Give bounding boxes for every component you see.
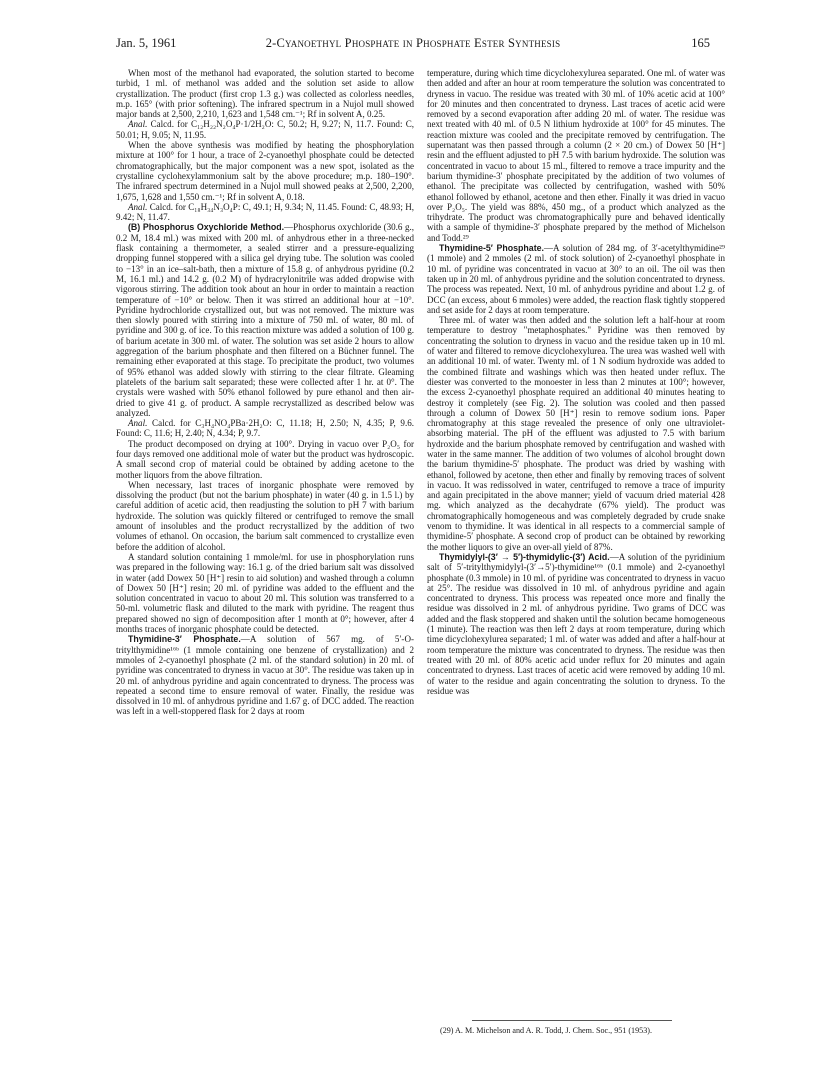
paragraph: [116, 418, 414, 439]
paragraph-text: When necessary, last traces of inorganic phosphate were removed by dissolving the product (but not the barium phosphate) in water (40 g. in 1.5 l.) by careful addition of acetic acid, then readjusting the solution to pH 7 with barium hydroxide. The solution was quickly filtered or centrifuged to remove the small amount of insolubles and the product recrystallized by the addition of two volumes of ethanol. On occasion, the barium salt commenced to crystallize even before the addition of alcohol.: [116, 479, 414, 552]
paragraph-text: —A solution of 567 mg. of 5′-O-tritylthymidine¹⁶ᵇ (1 mmole containing one benzene of crystallization) and 2 mmoles of 2-cyanoethyl phosphate (2 ml. of the standard solution) in 20 ml. of pyridine was concentrated to dryness in vacuo at 30°. The residue was taken up in 20 ml. of anhydrous pyridine and again concentrated to dryness. The process was repeated a second time to ensure removal of water. Finally, the residue was dissolved in 10 ml. of anhydrous pyridine and 1.67 g. of DCC added. The reaction was left in a well-stoppered flask for 2 days at room: [116, 634, 414, 717]
header-title: 2-Cyanoethyl Phosphate in Phosphate Ester Synthesis: [265, 36, 561, 50]
paragraph: [116, 68, 414, 119]
footnote-rule: [472, 1020, 672, 1021]
section-heading: Thymidylyl-(3′ → 5′)-thymidylic-(3′) Acid.: [439, 551, 610, 562]
paragraph-text: temperature, during which time dicyclohexylurea separated. One ml. of water was then added and after an hour at room temperature the solution was concentrated to dryness in vacuo. The residue was treated with 30 ml. of 10% acetic acid at 100° for 20 minutes and then concentrated to dryness. Last traces of acetic acid were removed by a second evaporation after adding 20 ml. of water. The residue was next treated with 40 ml. of 0.5 N lithium hydroxide at 100° for 45 minutes. The reaction mixture was cooled and the precipitate removed by centrifugation. The supernatant was then passed through a column (2 × 20 cm.) of Dowex 50 [H⁺] resin and the effluent adjusted to pH 7.5 with barium hydroxide. The solution was concentrated in vacuo to about 15 ml., filtered to remove a trace impurity and the barium thymidine-3′ phosphate precipitated by the addition of two volumes of ethanol. The precipitate was collected by centrifugation, washed with 50% ethanol followed by ethanol, acetone and then ether. Finally it was dried in vacuo over P₂O₅. The yield was 88%, 450 mg., of a product which analyzed as the trihydrate. The product was chromatographically pure and behaved identically with a sample of thymidine-3′ phosphate prepared by the method of Michelson and Todd.²⁹: [427, 68, 725, 243]
header-date: Jan. 5, 1961: [116, 36, 177, 50]
paragraph: [116, 202, 414, 223]
analysis-label: Anal.: [128, 418, 148, 429]
section-heading: Thymidine-5′ Phosphate.: [439, 243, 544, 254]
paragraph-text: —A solution of the pyridinium salt of 5′-tritylthymidylyl-(3′→5′)-thymidine¹⁶ᵇ (0.1 mmole) and 2-cyanoethyl phosphate (0.3 mmole) in 10 ml. of pyridine was concentrated to dryness in vacuo at 25°. The residue was dissolved in 10 ml. of anhydrous pyridine and again concentrated to dryness. This process was repeated once more and finally the residue was dissolved in 2 ml. of anhydrous pyridine. Two grams of DCC was added and the flask stoppered and shaken until the solution became homogeneous (1 minute). The reaction was then left 2 days at room temperature, during which time dicyclohexylurea separated; 1 ml. of water was added and after a half-hour at room temperature the mixture was concentrated to dryness. The residue was then treated with 20 ml. of 80% acetic acid under reflux for 20 minutes and again concentrated to dryness. Last traces of acetic acid were removed by adding 10 ml. of water to the residue and again concentrating the solution to dryness. To the residue was: [427, 551, 725, 696]
paragraph: [116, 634, 414, 716]
paragraph-text: Three ml. of water was then added and the solution left a half-hour at room temperature to destroy "metaphosphates." Pyridine was then removed by concentrating the solution to dryness in vacuo and the residue taken up in 10 ml. of water and filtered to remove dicyclohexylurea. The urea was washed well with an additional 10 ml. of water. Twenty ml. of 1 N sodium hydroxide was added to the combined filtrate and washings which was then heated under reflux. The diester was converted to the monoester in less than 2 minutes at 100°; however, the excess 2-cyanoethyl phosphate required an additional 40 minutes heating to destroy it completely (see Fig. 2). The solution was cooled and then passed through a column of Dowex 50 [H⁺] resin to remove sodium ions. Paper chromatography at this stage revealed the presence of only one ultraviolet-absorbing material. The pH of the effluent was adjusted to 7.5 with barium hydroxide and the barium phosphate removed by centrifugation and washed with water in the same manner. The addition of two volumes of alcohol brought down the barium thymidine-5′ phosphate. The product was dried by washing with ethanol, followed by acetone, then ether and finally by removing traces of solvent in vacuo. It was redissolved in water, centrifuged to remove a trace of impurity and again precipitated in the above manner; yield of vacuum dried material 428 mg. which analyzed as the decahydrate (67% yield). The product was chromatographically homogeneous and was completely degraded by crude snake venom to thymidine. It was identical in all respects to a commercial sample of thymidine-5′ phosphate. A second crop of product can be obtained by reworking the mother liquors to give an over-all yield of 87%.: [427, 315, 725, 552]
section-heading: Thymidine-3′ Phosphate.: [128, 634, 241, 645]
analysis-label: Anal.: [128, 201, 148, 212]
paragraph-text: —A solution of 284 mg. of 3′-acetylthymidine²⁹ (1 mmole) and 2 mmoles (2 ml. of stock solution) of 2-cyanoethyl phosphate in 10 ml. of pyridine was concentrated in vacuo at 30° to an oil. The oil was then taken up in 20 ml. of anhydrous pyridine and the solution concentrated to dryness. The process was repeated. Next, 10 ml. of anhydrous pyridine and about 1.2 g. of DCC (an excess, about 6 mmoles) were added, the reaction flask tightly stoppered and set aside for 2 days at room temperature.: [427, 243, 726, 315]
paragraph: [427, 243, 725, 315]
paragraph: [116, 140, 414, 202]
paragraph: [427, 552, 725, 696]
right-column: [427, 68, 725, 696]
footnote: (29) A. M. Michelson and A. R. Todd, J. Chem. Soc., 951 (1953).: [440, 1026, 652, 1035]
paragraph-text: When the above synthesis was modified by heating the phosphorylation mixture at 100° for 1 hour, a trace of 2-cyanoethyl phosphate could be detected chromatographically, but the major component was a new spot, isolated as the crystalline cyclohexylammonium salt by the above procedure; m.p. 180–190°. The infrared spectrum determined in a Nujol mull showed peaks at 2,500, 2,200, 1,675, 1,628 and 1,550 cm.⁻¹; Rf in solvent A, 0.18.: [116, 140, 414, 202]
paragraph: [427, 68, 725, 243]
left-column: [116, 68, 414, 717]
paragraph-text: The product decomposed on drying at 100°. Drying in vacuo over P₂O₅ for four days removed one additional mole of water but the product was hydroscopic. A small second crop of material could be obtained by adding acetone to the mother liquors from the above filtration.: [116, 438, 414, 480]
paragraph-text: Calcd. for C₁₂H₂₂N₂O₄P·1/2H₂O: C, 50.2; H, 9.27; N, 11.7. Found: C, 50.01; H, 9.05; N, 11.95.: [116, 119, 414, 140]
running-header: [116, 36, 710, 52]
analysis-label: Anal.: [128, 119, 148, 130]
paragraph: [116, 439, 414, 480]
page-number: 165: [691, 36, 710, 50]
paragraph: [427, 315, 725, 552]
paragraph: [116, 480, 414, 552]
paragraph: [116, 552, 414, 634]
paragraph: [116, 222, 414, 418]
paragraph-text: When most of the methanol had evaporated, the solution started to become turbid, 1 ml. of methanol was added and the solution set aside to allow crystallization. The product (first crop 1.3 g.) was collected as colorless needles, m.p. 165° (with prior softening). The infrared spectrum in a Nujol mull showed major bands at 2,500, 2,210, 1,623 and 1,548 cm.⁻¹; Rf in solvent A, 0.25.: [116, 68, 414, 120]
paragraph-text: —Phosphorus oxychloride (30.6 g., 0.2 M, 18.4 ml.) was mixed with 200 ml. of anhydrous ether in a three-necked flask containing a thermometer, a sealed stirrer and a pressure-equalizing dropping funnel stoppered with a silica gel drying tube. The solution was cooled to −13° in an ice–salt-bath, then a mixture of 15.8 g. of anhydrous pyridine (0.2 M, 16.1 ml.) and 14.2 g. (0.2 M) of hydracrylonitrile was added dropwise with vigorous stirring. The addition took about an hour in order to maintain a reaction temperature of −10° or below. Then it was stirred an additional hour at −10°. Pyridine hydrochloride crystallized out, but was not removed. The mixture was then slowly poured with stirring into a mixture of 750 ml. of water, 80 ml. of pyridine and 300 g. of ice. To this reaction mixture was added a solution of 100 g. of barium acetate in 300 ml. of water. The solution was set aside 2 hours to allow aggregation of the barium phosphate and then filtered on a Büchner funnel. The remaining ether evaporated at this stage. To precipitate the product, two volumes of 95% ethanol was added slowly with stirring to the clear filtrate. Gleaming platelets of the barium salt separated; these were collected after 1 hr. at 0°. The crystals were washed with 50% ethanol followed by pure ethanol and then air-dried to give 41 g. of product. A sample recrystallized as described below was analyzed.: [116, 222, 414, 418]
paragraph: [116, 119, 414, 140]
section-heading: (B) Phosphorus Oxychloride Method.: [128, 222, 285, 233]
paragraph-text: Calcd. for C₁₈H₃₄N₃O₄P: C, 49.1; H, 9.34; N, 11.45. Found: C, 48.93; H, 9.42; N, 11.47.: [116, 201, 414, 223]
paragraph-text: A standard solution containing 1 mmole/ml. for use in phosphorylation runs was prepared in the following way: 16.1 g. of the dried barium salt was dissolved in water (add Dowex 50 [H⁺] resin to aid solution) and washed through a column of Dowex 50 [H⁺] resin; 20 ml. of pyridine was added to the effluent and the solution concentrated in vacuo to about 20 ml. This solution was transferred to a 50-ml. volumetric flask and diluted to the mark with pyridine. The reagent thus prepared showed no sign of decomposition after 1 month at 0°; however, after 4 months traces of inorganic phosphate could be detected.: [116, 551, 414, 635]
paragraph-text: Calcd. for C₃H₄NO₄PBa·2H₂O: C, 11.18; H, 2.50; N, 4.35; P, 9.6. Found: C, 11.6; H, 2.40; N, 4.34; P, 9.7.: [116, 418, 414, 439]
